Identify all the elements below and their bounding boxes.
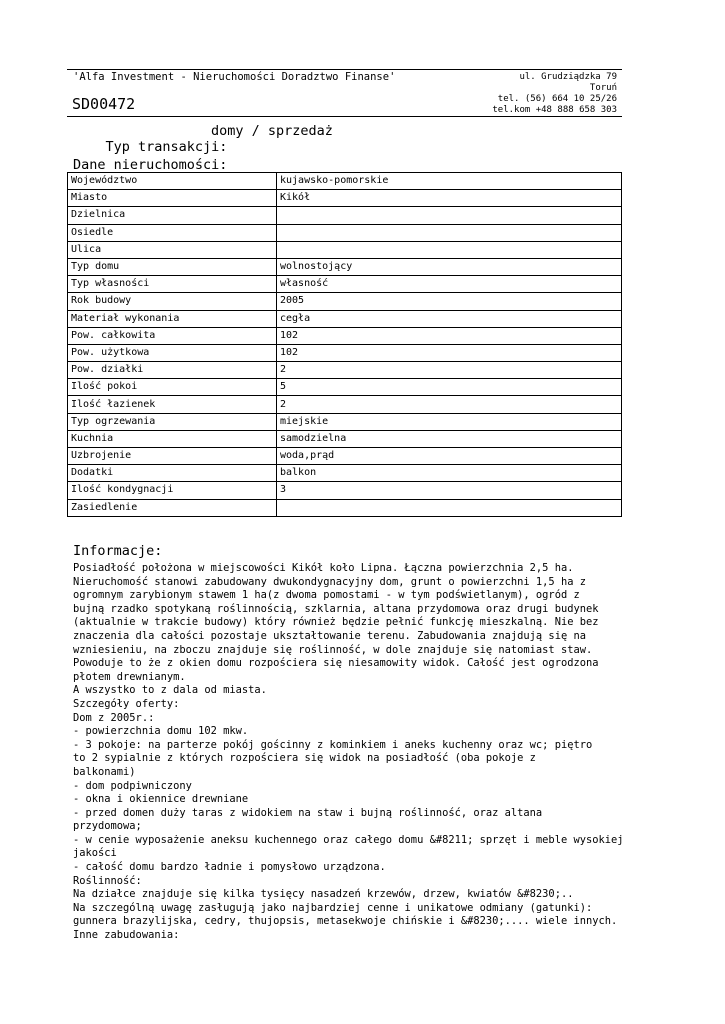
info-line: Nieruchomość stanowi zabudowany dwukondygnacyjny dom, grunt o powierzchni 1,5 ha z (73, 575, 586, 588)
property-value: 5 (277, 379, 622, 396)
info-line: Na szczególną uwagę zasługują jako najbardziej cenne i unikatowe odmiany (gatunki): (73, 901, 593, 914)
property-row (68, 482, 622, 499)
property-key: Ilość łazienek (68, 396, 277, 413)
info-line: jakości (73, 847, 117, 860)
property-key: Typ domu (68, 258, 277, 275)
property-row (68, 207, 622, 224)
agency-name: 'Alfa Investment - Nieruchomości Doradztwo Finanse' (73, 71, 396, 83)
property-row (68, 448, 622, 465)
property-value: 2 (277, 396, 622, 413)
property-key: Ulica (68, 241, 277, 258)
property-key: Pow. użytkowa (68, 344, 277, 361)
property-key: Materiał wykonania (68, 310, 277, 327)
property-row (68, 413, 622, 430)
agency-contact (492, 72, 617, 116)
property-value: miejskie (277, 413, 622, 430)
property-table (67, 172, 622, 517)
info-line: A wszystko to z dala od miasta. (73, 684, 267, 697)
property-key: Osiedle (68, 224, 277, 241)
info-line: Inne zabudowania: (73, 929, 180, 942)
info-line: Powoduje to że z okien domu rozpościera się niesamowity widok. Całość jest ogrodzona (73, 657, 599, 670)
contact-address: ul. Grudziądzka 79 (519, 72, 617, 82)
info-line: gunnera brazylijska, cedry, thujopsis, metasekwoje chińskie i &#8230;.... wiele innych. (73, 915, 618, 928)
property-row (68, 293, 622, 310)
property-row (68, 362, 622, 379)
property-value: balkon (277, 465, 622, 482)
property-value: samodzielna (277, 430, 622, 447)
property-key: Województwo (68, 173, 277, 190)
transaction-value: domy / sprzedaż (211, 123, 333, 139)
info-line: Dom z 2005r.: (73, 711, 155, 724)
property-key: Dodatki (68, 465, 277, 482)
info-line: ogromnym zarybionym stawem 1 ha(z dwoma pomostami - w tym podświetlanym), ogród z (73, 589, 580, 602)
property-row (68, 258, 622, 275)
property-key: Dzielnica (68, 207, 277, 224)
property-value: wolnostojący (277, 258, 622, 275)
offer-id: SD00472 (72, 95, 136, 113)
property-key: Ilość pokoi (68, 379, 277, 396)
property-value (277, 207, 622, 224)
property-value (277, 499, 622, 516)
property-key: Uzbrojenie (68, 448, 277, 465)
property-row (68, 430, 622, 447)
info-line: - w cenie wyposażenie aneksu kuchennego oraz całego domu &#8211; sprzęt i meble wysokiej (73, 833, 624, 846)
property-heading: Dane nieruchomości: (73, 157, 228, 173)
info-line: - okna i okiennice drewniane (73, 793, 249, 806)
property-value: Kikół (277, 190, 622, 207)
info-line: Na działce znajduje się kilka tysięcy nasadzeń krzewów, drzew, kwiatów &#8230;.. (73, 888, 574, 901)
property-value (277, 224, 622, 241)
property-value (277, 241, 622, 258)
property-row (68, 276, 622, 293)
property-row (68, 327, 622, 344)
property-value: cegła (277, 310, 622, 327)
info-line: - 3 pokoje: na parterze pokój gościnny z kominkiem i aneks kuchenny oraz wc; piętro (73, 738, 593, 751)
property-row (68, 310, 622, 327)
info-line: - całość domu bardzo ładnie i pomysłowo urządzona. (73, 861, 386, 874)
info-line: (aktualnie w trakcie budowy) który również będzie pełnić funkcję mieszkalną. Nie bez (73, 616, 599, 629)
transaction-label: Typ transakcji: (105, 139, 228, 155)
info-line: przydomowa; (73, 820, 142, 833)
property-row (68, 499, 622, 516)
property-row (68, 190, 622, 207)
info-line: - powierzchnia domu 102 mkw. (73, 725, 249, 738)
info-line: Roślinność: (73, 874, 142, 887)
info-line: Szczegóły oferty: (73, 697, 180, 710)
info-line: to 2 sypialnie z których rozpościera się widok na posiadłość (oba pokoje z (73, 752, 536, 765)
header-top-rule (67, 69, 622, 70)
property-key: Pow. całkowita (68, 327, 277, 344)
property-key: Kuchnia (68, 430, 277, 447)
property-value: 3 (277, 482, 622, 499)
info-line: bujną rzadko spotykaną roślinnością, szklarnia, altana przydomowa oraz drugi budynek (73, 602, 599, 615)
info-line: płotem drewnianym. (73, 670, 186, 683)
property-value: 102 (277, 344, 622, 361)
info-line: znaczenia dla całości pozostaje ukształtowanie terenu. Zabudowania znajdują się na (73, 629, 586, 642)
info-text (73, 562, 624, 943)
property-row (68, 344, 622, 361)
info-line: - przed domen duży taras z widokiem na staw i bujną roślinność, oraz altana (73, 806, 543, 819)
property-value: 2 (277, 362, 622, 379)
property-key: Typ własności (68, 276, 277, 293)
info-line: - dom podpiwniczony (73, 779, 192, 792)
header-bottom-rule (67, 116, 622, 117)
info-heading: Informacje: (73, 543, 163, 559)
property-value: kujawsko-pomorskie (277, 173, 622, 190)
property-row (68, 396, 622, 413)
property-row (68, 224, 622, 241)
property-value: 2005 (277, 293, 622, 310)
info-line: wzniesieniu, na zboczu znajduje się roślinność, w dole znajduje się natomiast staw. (73, 643, 593, 656)
property-key: Typ ogrzewania (68, 413, 277, 430)
contact-phone: tel. (56) 664 10 25/26 (497, 94, 617, 104)
property-value: 102 (277, 327, 622, 344)
property-key: Zasiedlenie (68, 499, 277, 516)
property-key: Miasto (68, 190, 277, 207)
property-key: Rok budowy (68, 293, 277, 310)
property-key: Ilość kondygnacji (68, 482, 277, 499)
property-row (68, 379, 622, 396)
property-row (68, 465, 622, 482)
property-value: woda,prąd (277, 448, 622, 465)
property-row (68, 241, 622, 258)
info-line: balkonami) (73, 765, 136, 778)
property-row (68, 173, 622, 190)
contact-mobile: tel.kom +48 888 658 303 (492, 105, 617, 115)
contact-city: Toruń (589, 83, 617, 93)
property-value: własność (277, 276, 622, 293)
info-line: Posiadłość położona w miejscowości Kikół koło Lipna. Łączna powierzchnia 2,5 ha. (73, 562, 574, 574)
property-key: Pow. działki (68, 362, 277, 379)
